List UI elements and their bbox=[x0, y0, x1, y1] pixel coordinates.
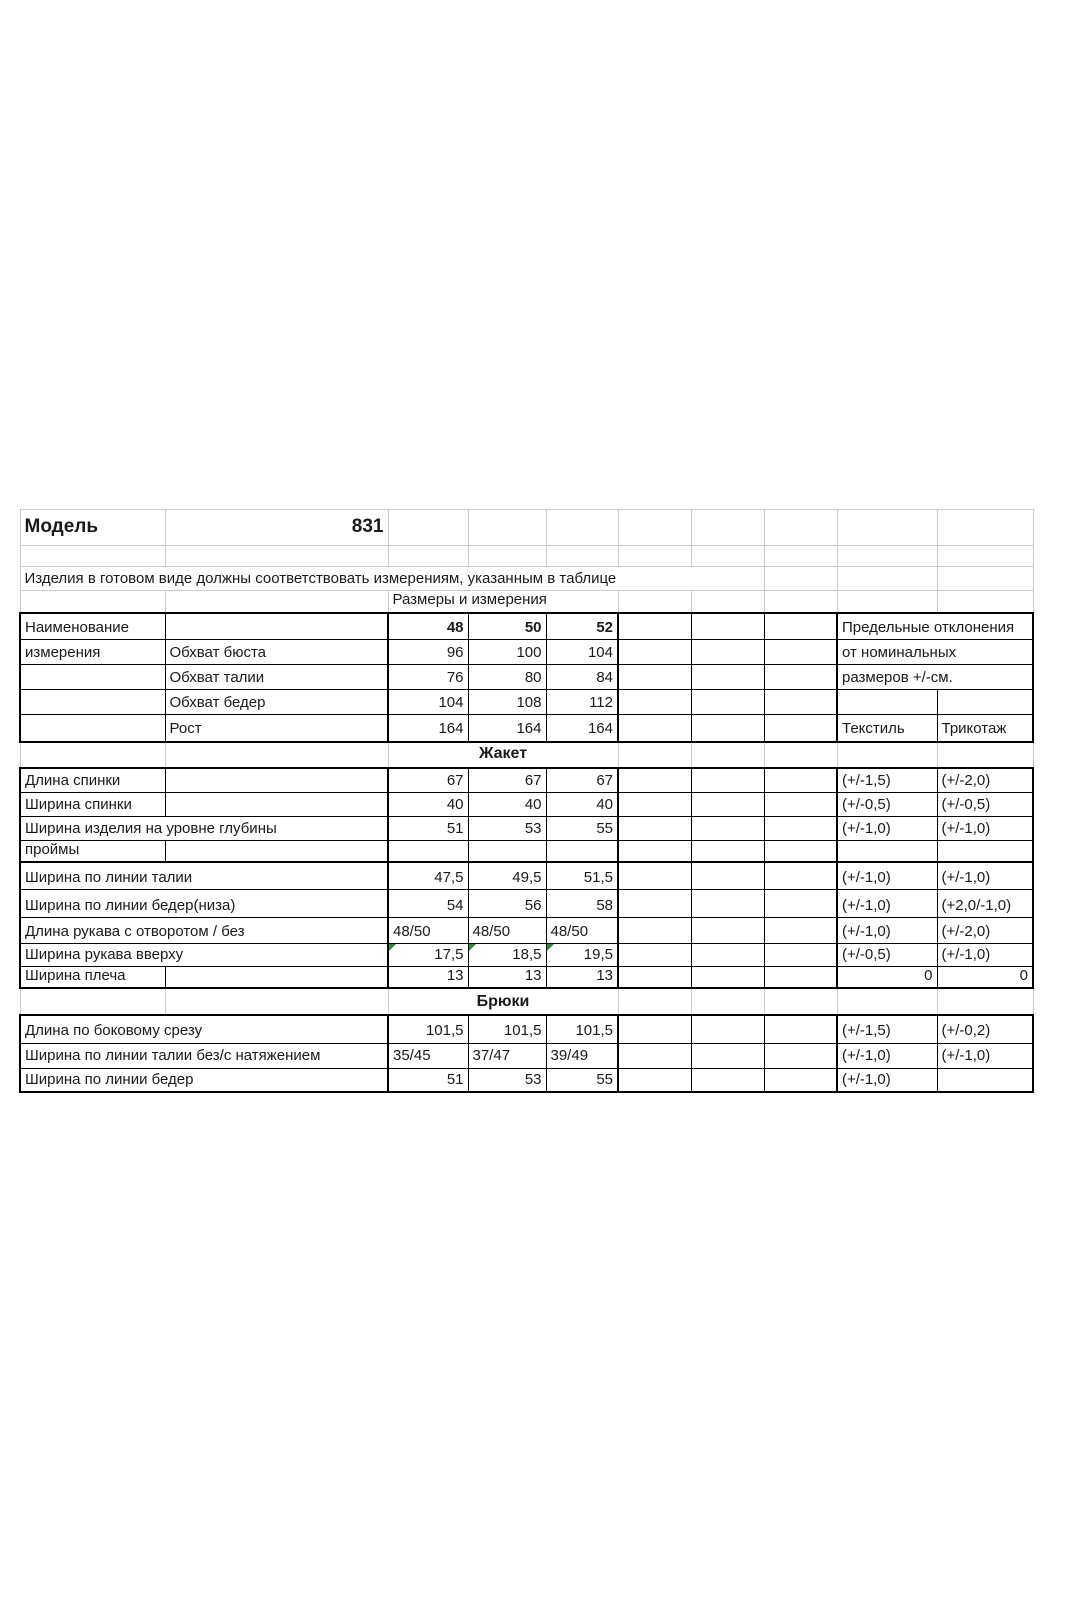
knitwear-col-header: Трикотаж bbox=[937, 715, 1033, 742]
empty-cell bbox=[618, 817, 691, 841]
measurement-label: Длина рукава с отворотом / без bbox=[20, 917, 388, 943]
empty-cell bbox=[20, 665, 165, 690]
empty-cell bbox=[618, 943, 691, 966]
empty-cell bbox=[165, 546, 388, 567]
note-text: Изделия в готовом виде должны соответствовать измерениям, указанным в таблице bbox=[20, 567, 764, 591]
empty-cell bbox=[691, 841, 764, 863]
empty-cell bbox=[468, 841, 546, 863]
measurement-value: 40 bbox=[546, 793, 618, 817]
row-sleeve-length bbox=[20, 917, 1033, 943]
measurement-value: 53 bbox=[468, 817, 546, 841]
measurement-value: 40 bbox=[388, 793, 468, 817]
row-back-width bbox=[20, 793, 1033, 817]
measurement-value: 76 bbox=[388, 665, 468, 690]
measurement-value: 101,5 bbox=[388, 1015, 468, 1043]
measurement-value: 164 bbox=[388, 715, 468, 742]
empty-cell bbox=[764, 1068, 837, 1092]
empty-cell bbox=[764, 1043, 837, 1068]
measurement-value: 101,5 bbox=[546, 1015, 618, 1043]
measurement-label: Обхват талии bbox=[165, 665, 388, 690]
measurement-label: Ширина плеча bbox=[20, 966, 165, 988]
empty-cell bbox=[764, 690, 837, 715]
empty-cell bbox=[20, 988, 165, 1015]
empty-cell bbox=[546, 841, 618, 863]
textile-tolerance: (+/-1,0) bbox=[837, 917, 937, 943]
empty-cell bbox=[691, 817, 764, 841]
row-empty bbox=[20, 546, 1033, 567]
empty-cell bbox=[764, 768, 837, 793]
empty-cell bbox=[618, 613, 691, 640]
empty-cell bbox=[937, 742, 1033, 768]
empty-cell bbox=[618, 546, 691, 567]
measurement-value: 54 bbox=[388, 889, 468, 917]
empty-cell bbox=[837, 591, 937, 613]
empty-cell bbox=[691, 1043, 764, 1068]
empty-cell bbox=[618, 841, 691, 863]
empty-cell bbox=[691, 1015, 764, 1043]
textile-tolerance: (+/-1,0) bbox=[837, 862, 937, 889]
empty-cell bbox=[764, 665, 837, 690]
measurement-table bbox=[19, 509, 1034, 1093]
measurement-value: 47,5 bbox=[388, 862, 468, 889]
sizes-title: Размеры и измерения bbox=[388, 591, 618, 613]
measurement-label: проймы bbox=[20, 841, 165, 863]
empty-cell bbox=[764, 966, 837, 988]
empty-cell bbox=[764, 567, 837, 591]
measurement-value: 48/50 bbox=[468, 917, 546, 943]
measurement-value: 80 bbox=[468, 665, 546, 690]
empty-cell bbox=[618, 966, 691, 988]
row-bust bbox=[20, 640, 1033, 665]
measurement-value: 48/50 bbox=[546, 917, 618, 943]
measurement-value: 104 bbox=[388, 690, 468, 715]
empty-cell bbox=[165, 742, 388, 768]
empty-cell bbox=[937, 567, 1033, 591]
empty-cell bbox=[691, 793, 764, 817]
empty-cell bbox=[764, 988, 837, 1015]
measurement-value: 96 bbox=[388, 640, 468, 665]
measurement-value: 58 bbox=[546, 889, 618, 917]
row-note bbox=[20, 567, 1033, 591]
row-chest-width bbox=[20, 817, 1033, 841]
row-hips bbox=[20, 690, 1033, 715]
empty-cell bbox=[691, 640, 764, 665]
knit-tolerance: (+/-1,0) bbox=[937, 943, 1033, 966]
row-shoulder-width bbox=[20, 966, 1033, 988]
knit-tolerance: (+2,0/-1,0) bbox=[937, 889, 1033, 917]
measurement-value: 13 bbox=[468, 966, 546, 988]
measurement-value: 67 bbox=[468, 768, 546, 793]
measurement-label: Обхват бюста bbox=[165, 640, 388, 665]
row-trouser-hips bbox=[20, 1068, 1033, 1092]
empty-cell bbox=[764, 742, 837, 768]
row-waist-width bbox=[20, 862, 1033, 889]
empty-cell bbox=[764, 841, 837, 863]
empty-cell bbox=[20, 591, 165, 613]
empty-cell bbox=[837, 742, 937, 768]
row-hips-width bbox=[20, 889, 1033, 917]
empty-cell bbox=[691, 591, 764, 613]
empty-cell bbox=[937, 988, 1033, 1015]
measurement-label: Ширина рукава вверху bbox=[20, 943, 388, 966]
measurement-value: 56 bbox=[468, 889, 546, 917]
measurement-value: 13 bbox=[388, 966, 468, 988]
textile-tolerance: (+/-1,0) bbox=[837, 889, 937, 917]
empty-cell bbox=[691, 510, 764, 546]
empty-cell bbox=[691, 665, 764, 690]
measurement-label: Длина спинки bbox=[20, 768, 165, 793]
empty-cell bbox=[165, 966, 388, 988]
measurement-value: 55 bbox=[546, 817, 618, 841]
row-model bbox=[20, 510, 1033, 546]
empty-cell bbox=[388, 841, 468, 863]
empty-cell bbox=[837, 567, 937, 591]
measurement-label: Рост bbox=[165, 715, 388, 742]
measurement-value: 35/45 bbox=[388, 1043, 468, 1068]
textile-col-header: Текстиль bbox=[837, 715, 937, 742]
row-sizes-title bbox=[20, 591, 1033, 613]
empty-cell bbox=[691, 690, 764, 715]
empty-cell bbox=[468, 510, 546, 546]
empty-cell bbox=[691, 889, 764, 917]
empty-cell bbox=[546, 546, 618, 567]
measurement-value: 51 bbox=[388, 1068, 468, 1092]
empty-cell bbox=[764, 793, 837, 817]
empty-cell bbox=[691, 613, 764, 640]
measurement-label: Длина по боковому срезу bbox=[20, 1015, 388, 1043]
measurement-value: 108 bbox=[468, 690, 546, 715]
measurement-value: 37/47 bbox=[468, 1043, 546, 1068]
row-sleeve-top-width bbox=[20, 943, 1033, 966]
measurement-value: 67 bbox=[546, 768, 618, 793]
measurement-value: 100 bbox=[468, 640, 546, 665]
empty-cell bbox=[691, 862, 764, 889]
row-waist bbox=[20, 665, 1033, 690]
empty-cell bbox=[691, 546, 764, 567]
knit-tolerance: (+/-0,2) bbox=[937, 1015, 1033, 1043]
empty-cell bbox=[837, 510, 937, 546]
measurement-value: 51,5 bbox=[546, 862, 618, 889]
empty-cell bbox=[618, 715, 691, 742]
measurement-value: 104 bbox=[546, 640, 618, 665]
header-name-line2: измерения bbox=[20, 640, 165, 665]
textile-tolerance: (+/-1,0) bbox=[837, 1043, 937, 1068]
section-title-trousers: Брюки bbox=[388, 988, 618, 1015]
empty-cell bbox=[618, 742, 691, 768]
empty-cell bbox=[165, 793, 388, 817]
empty-cell bbox=[20, 742, 165, 768]
empty-cell bbox=[618, 768, 691, 793]
deviations-header-line3: размеров +/-см. bbox=[837, 665, 1033, 690]
empty-cell bbox=[618, 917, 691, 943]
empty-cell bbox=[468, 546, 546, 567]
deviations-header-line1: Предельные отклонения bbox=[837, 613, 1033, 640]
knit-tolerance: 0 bbox=[937, 966, 1033, 988]
measurement-label: Обхват бедер bbox=[165, 690, 388, 715]
empty-cell bbox=[764, 889, 837, 917]
empty-cell bbox=[20, 715, 165, 742]
row-header-sizes bbox=[20, 613, 1033, 640]
empty-cell bbox=[618, 1043, 691, 1068]
measurement-value: 84 bbox=[546, 665, 618, 690]
knit-tolerance: (+/-2,0) bbox=[937, 768, 1033, 793]
empty-cell bbox=[691, 917, 764, 943]
empty-cell bbox=[837, 546, 937, 567]
empty-cell bbox=[764, 715, 837, 742]
model-label: Модель bbox=[20, 510, 165, 546]
row-height bbox=[20, 715, 1033, 742]
row-back-length bbox=[20, 768, 1033, 793]
empty-cell bbox=[165, 768, 388, 793]
textile-tolerance: (+/-0,5) bbox=[837, 943, 937, 966]
measurement-value: 18,5 bbox=[468, 943, 546, 966]
measurement-label: Ширина по линии бедер bbox=[20, 1068, 388, 1092]
knit-tolerance: (+/-2,0) bbox=[937, 917, 1033, 943]
empty-cell bbox=[937, 546, 1033, 567]
measurement-value: 67 bbox=[388, 768, 468, 793]
empty-cell bbox=[691, 715, 764, 742]
measurement-label: Ширина по линии бедер(низа) bbox=[20, 889, 388, 917]
measurement-label: Ширина изделия на уровне глубины bbox=[20, 817, 388, 841]
measurement-value: 55 bbox=[546, 1068, 618, 1092]
empty-cell bbox=[691, 988, 764, 1015]
empty-cell bbox=[837, 841, 937, 863]
textile-tolerance: (+/-1,5) bbox=[837, 768, 937, 793]
measurement-value: 39/49 bbox=[546, 1043, 618, 1068]
empty-cell bbox=[764, 640, 837, 665]
empty-cell bbox=[618, 793, 691, 817]
size-col-header-50: 50 bbox=[468, 613, 546, 640]
textile-tolerance: (+/-1,5) bbox=[837, 1015, 937, 1043]
row-armhole-cont bbox=[20, 841, 1033, 863]
empty-cell bbox=[20, 690, 165, 715]
empty-cell bbox=[618, 665, 691, 690]
empty-cell bbox=[691, 966, 764, 988]
empty-cell bbox=[937, 690, 1033, 715]
measurement-value: 164 bbox=[546, 715, 618, 742]
empty-cell bbox=[618, 988, 691, 1015]
row-section-jacket bbox=[20, 742, 1033, 768]
row-trouser-waist bbox=[20, 1043, 1033, 1068]
empty-cell bbox=[388, 510, 468, 546]
empty-cell bbox=[546, 510, 618, 546]
measurement-label: Ширина по линии талии bbox=[20, 862, 388, 889]
empty-cell bbox=[618, 591, 691, 613]
empty-cell bbox=[165, 591, 388, 613]
empty-cell bbox=[618, 1068, 691, 1092]
deviations-header-line2: от номинальных bbox=[837, 640, 1033, 665]
empty-cell bbox=[764, 943, 837, 966]
measurement-value: 101,5 bbox=[468, 1015, 546, 1043]
measurement-value: 19,5 bbox=[546, 943, 618, 966]
empty-cell bbox=[388, 546, 468, 567]
measurement-value: 40 bbox=[468, 793, 546, 817]
knit-tolerance: (+/-1,0) bbox=[937, 817, 1033, 841]
empty-cell bbox=[691, 742, 764, 768]
empty-cell bbox=[618, 889, 691, 917]
textile-tolerance: 0 bbox=[837, 966, 937, 988]
measurement-value: 48/50 bbox=[388, 917, 468, 943]
row-section-trousers bbox=[20, 988, 1033, 1015]
size-col-header-48: 48 bbox=[388, 613, 468, 640]
measurement-value: 112 bbox=[546, 690, 618, 715]
empty-cell bbox=[764, 917, 837, 943]
empty-cell bbox=[764, 510, 837, 546]
empty-cell bbox=[165, 613, 388, 640]
empty-cell bbox=[618, 690, 691, 715]
empty-cell bbox=[165, 841, 388, 863]
knit-tolerance: (+/-0,5) bbox=[937, 793, 1033, 817]
empty-cell bbox=[837, 988, 937, 1015]
empty-cell bbox=[691, 1068, 764, 1092]
size-col-header-52: 52 bbox=[546, 613, 618, 640]
measurement-value: 53 bbox=[468, 1068, 546, 1092]
empty-cell bbox=[937, 841, 1033, 863]
empty-cell bbox=[764, 817, 837, 841]
empty-cell bbox=[165, 988, 388, 1015]
empty-cell bbox=[937, 510, 1033, 546]
empty-cell bbox=[764, 591, 837, 613]
model-value: 831 bbox=[165, 510, 388, 546]
empty-cell bbox=[764, 1015, 837, 1043]
measurement-label: Ширина по линии талии без/с натяжением bbox=[20, 1043, 388, 1068]
measurement-label: Ширина спинки bbox=[20, 793, 165, 817]
textile-tolerance: (+/-1,0) bbox=[837, 1068, 937, 1092]
empty-cell bbox=[837, 690, 937, 715]
knit-tolerance: (+/-1,0) bbox=[937, 862, 1033, 889]
measurement-value: 49,5 bbox=[468, 862, 546, 889]
empty-cell bbox=[691, 943, 764, 966]
empty-cell bbox=[937, 591, 1033, 613]
empty-cell bbox=[764, 613, 837, 640]
measurement-value: 17,5 bbox=[388, 943, 468, 966]
textile-tolerance: (+/-1,0) bbox=[837, 817, 937, 841]
textile-tolerance: (+/-0,5) bbox=[837, 793, 937, 817]
empty-cell bbox=[20, 546, 165, 567]
empty-cell bbox=[618, 862, 691, 889]
empty-cell bbox=[618, 510, 691, 546]
measurement-value: 13 bbox=[546, 966, 618, 988]
knit-tolerance bbox=[937, 1068, 1033, 1092]
empty-cell bbox=[764, 862, 837, 889]
empty-cell bbox=[691, 768, 764, 793]
measurement-value: 51 bbox=[388, 817, 468, 841]
row-side-length bbox=[20, 1015, 1033, 1043]
empty-cell bbox=[618, 640, 691, 665]
knit-tolerance: (+/-1,0) bbox=[937, 1043, 1033, 1068]
header-name-line1: Наименование bbox=[20, 613, 165, 640]
measurement-value: 164 bbox=[468, 715, 546, 742]
empty-cell bbox=[618, 1015, 691, 1043]
section-title-jacket: Жакет bbox=[388, 742, 618, 768]
empty-cell bbox=[764, 546, 837, 567]
